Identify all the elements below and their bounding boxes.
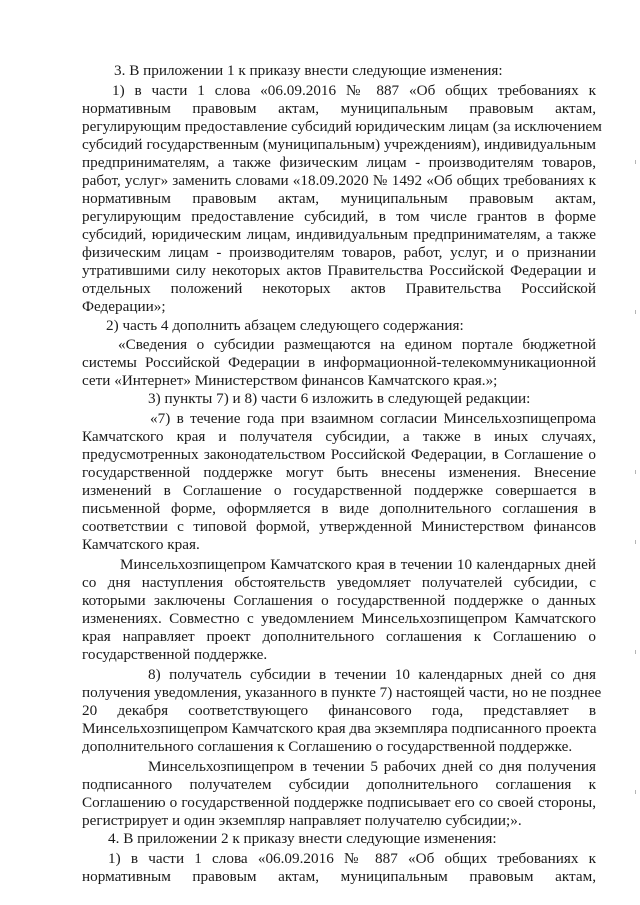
paragraph-line: утратившими силу некоторых актов Правительства Российской Федерации и	[82, 262, 596, 279]
paragraph-line: письменной форме, оформляется в виде дополнительного соглашения в	[82, 500, 596, 517]
paragraph-line: государственной поддержке могут быть внесены изменения. Внесение	[82, 464, 596, 481]
paragraph-line: «7) в течение года при взаимном согласии Минсельхозпищепрома	[150, 410, 596, 427]
scan-edge-mark	[635, 650, 636, 654]
paragraph-line: регулирующим предоставление субсидий, в том числе грантов в форме	[82, 208, 596, 225]
paragraph-line: соответствии с типовой формой, утвержденной Министерством финансов	[82, 518, 596, 535]
paragraph-line: Камчатского края и получателя субсидии, а также в иных случаях,	[82, 428, 596, 445]
scan-edge-mark	[635, 310, 636, 314]
paragraph-line: Федерации»;	[82, 298, 166, 315]
paragraph-line: субсидий, юридическим лицам, индивидуальным предпринимателям, а также	[82, 226, 596, 243]
paragraph-line: Минсельхозпищепром Камчатского края два экземпляра подписанного проекта	[82, 720, 597, 737]
paragraph-line: 3) пункты 7) и 8) части 6 изложить в следующей редакции:	[148, 390, 531, 407]
section-3-heading: 3. В приложении 1 к приказу внести следующие изменения:	[114, 62, 503, 79]
scan-edge-mark	[635, 790, 636, 794]
paragraph-line: субсидий государственным (муниципальным) учреждениям), индивидуальным	[82, 136, 596, 153]
scan-edge-mark	[635, 470, 636, 474]
paragraph-line: Соглашению о государственной поддержке подписывает его со своей стороны,	[82, 794, 596, 811]
paragraph-line: Камчатского края.	[82, 536, 200, 553]
paragraph-line: нормативным правовым актам, муниципальным правовым актам,	[82, 190, 596, 207]
paragraph-line: подписанного получателем субсидии дополнительного соглашения к	[82, 776, 596, 793]
paragraph-line: 2) часть 4 дополнить абзацем следующего содержания:	[106, 317, 464, 334]
paragraph-line: нормативным правовым актам, муниципальным правовым актам,	[82, 100, 596, 117]
paragraph-line: со дня наступления обстоятельств уведомляет получателей субсидии, с	[82, 574, 596, 591]
paragraph-line: регистрирует и один экземпляр направляет получателю субсидии;».	[82, 812, 522, 829]
paragraph-line: работ, услуг» заменить словами «18.09.2020 № 1492 «Об общих требованиях к	[82, 172, 596, 189]
paragraph-line: системы Российской Федерации в информационной-телекоммуникационной	[82, 354, 596, 371]
paragraph-line: регулирующим предоставление субсидий юридическим лицам (за исключением	[82, 118, 602, 135]
paragraph-line: дополнительного соглашения к Соглашению о государственной поддержке.	[82, 738, 573, 755]
paragraph-line: отдельных положений некоторых актов Правительства Российской	[82, 280, 596, 297]
paragraph-line: изменений в Соглашение о государственной поддержке совершается в	[82, 482, 596, 499]
paragraph-line: «Сведения о субсидии размещаются на едином портале бюджетной	[118, 336, 596, 353]
scan-edge-mark	[635, 160, 636, 164]
paragraph-line: физическим лицам - производителям товаров, работ, услуг, и о признании	[82, 244, 596, 261]
paragraph-line: сети «Интернет» Министерством финансов Камчатского края.»;	[82, 372, 498, 389]
paragraph-line: 1) в части 1 слова «06.09.2016 № 887 «Об общих требованиях к	[112, 82, 596, 99]
paragraph-line: края направляет проект дополнительного соглашения к Соглашению о	[82, 628, 596, 645]
paragraph-line: 20 декабря соответствующего финансового года, представляет в	[82, 702, 596, 719]
paragraph-line: которыми заключены Соглашения о государственной поддержке о данных	[82, 592, 596, 609]
section-4-heading: 4. В приложении 2 к приказу внести следующие изменения:	[108, 830, 497, 847]
paragraph-line: предусмотренных законодательством Российской Федерации, в Соглашение о	[82, 446, 596, 463]
scan-edge-mark	[635, 540, 636, 544]
paragraph-line: получения уведомления, указанного в пункте 7) настоящей части, но не позднее	[82, 684, 602, 701]
paragraph-line: 8) получатель субсидии в течении 10 календарных дней со дня	[148, 666, 596, 683]
paragraph-line: Минсельхозпищепром в течении 5 рабочих дней со дня получения	[148, 758, 596, 775]
paragraph-line: Минсельхозпищепром Камчатского края в течении 10 календарных дней	[120, 556, 596, 573]
paragraph-line: 1) в части 1 слова «06.09.2016 № 887 «Об общих требованиях к	[108, 850, 596, 867]
paragraph-line: государственной поддержке.	[82, 646, 268, 663]
paragraph-line: нормативным правовым актам, муниципальным правовым актам,	[82, 868, 596, 885]
paragraph-line: изменениях. Совместно с уведомлением Минсельхозпищепром Камчатского	[82, 610, 596, 627]
paragraph-line: предпринимателям, а также физическим лицам - производителям товаров,	[82, 154, 596, 171]
